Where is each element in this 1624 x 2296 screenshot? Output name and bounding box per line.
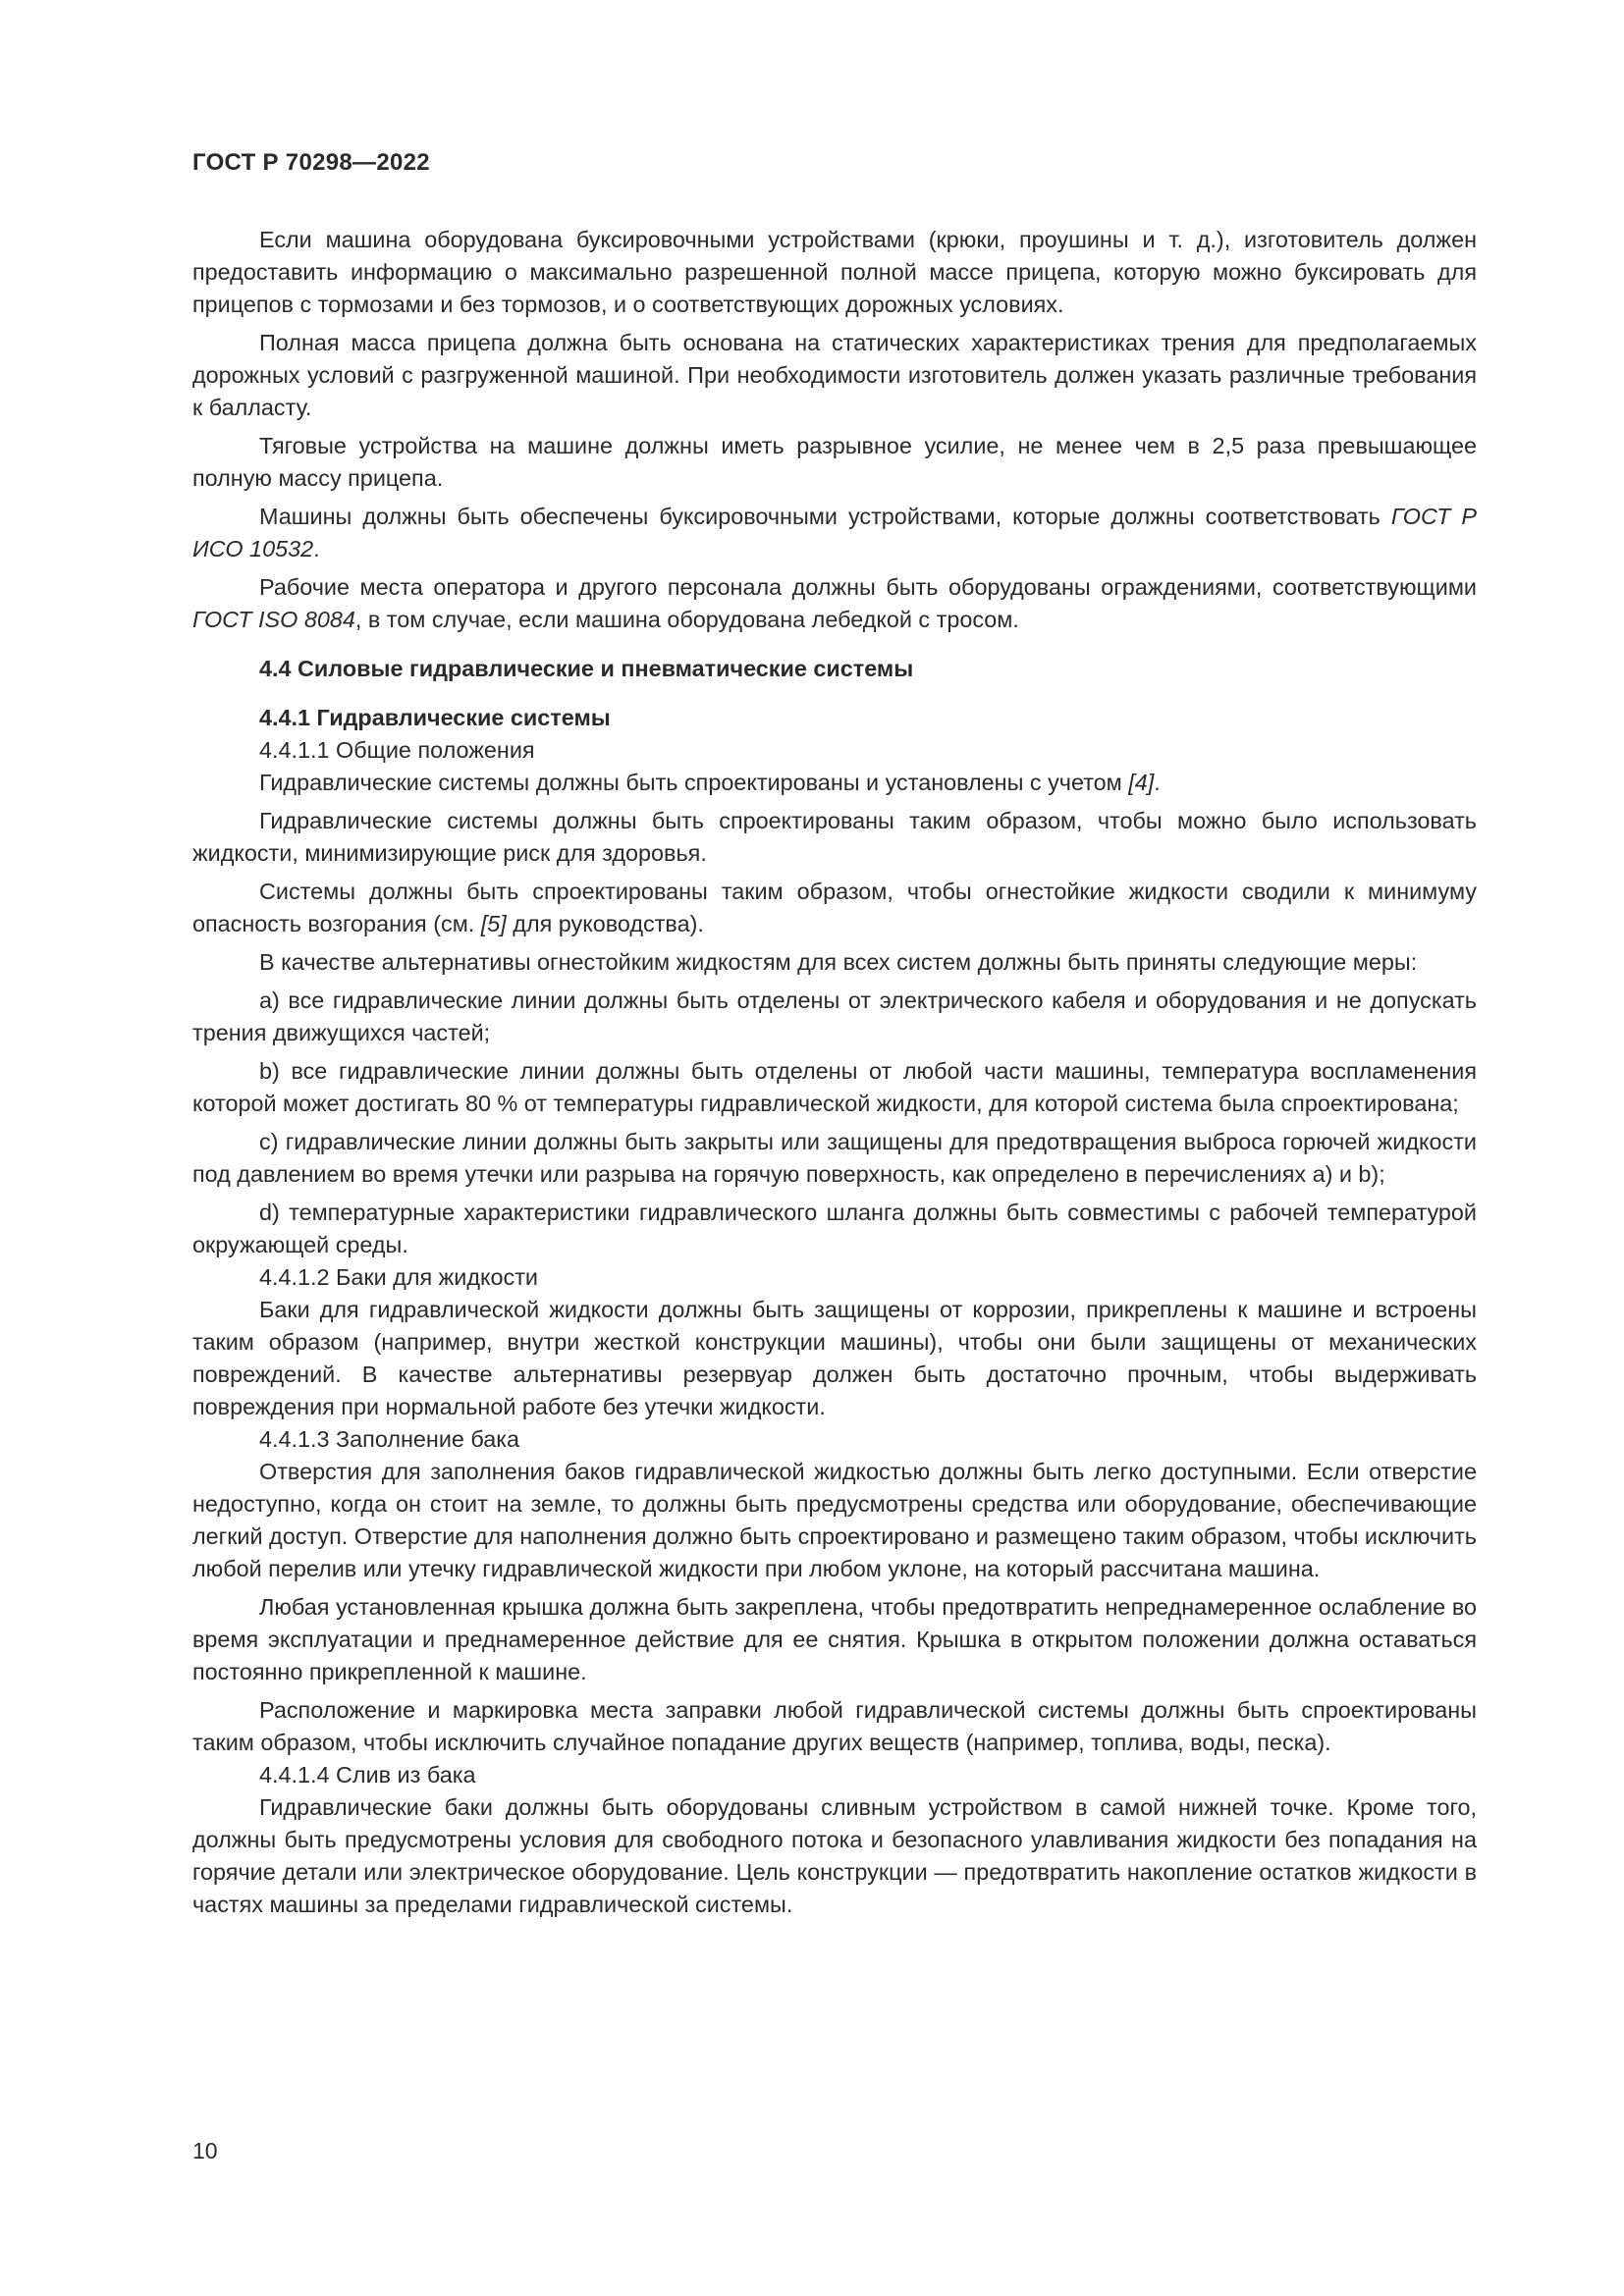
list-item: c) гидравлические линии должны быть закрыты или защищены для предотвращения выброса горючей жидкости под давлением во время утечки или разрыва на горячую поверхность, как определено в перечислениях a) и b); [192, 1129, 1477, 1187]
paragraph: Тяговые устройства на машине должны иметь разрывное усилие, не менее чем в 2,5 раза превышающее полную массу прицепа. [192, 433, 1477, 491]
paragraph-text: Системы должны быть спроектированы таким образом, чтобы огнестойкие жидкости сводили к минимуму опасность возгорания (см. [192, 879, 1477, 936]
paragraph [192, 767, 1477, 799]
list-item: d) температурные характеристики гидравлического шланга должны быть совместимы с рабочей температурой окружающей среды. [192, 1200, 1477, 1257]
paragraph: Баки для гидравлической жидкости должны быть защищены от коррозии, прикреплены к машине и встроены таким образом (например, внутри жесткой конструкции машины), чтобы они были защищены от механических повреждений. В качестве альтернативы резервуар должен быть достаточно прочным, чтобы выдерживать повреждения при нормальной работе без утечки жидкости. [192, 1297, 1477, 1419]
clause-heading: 4.4.1.2 Баки для жидкости [259, 1264, 538, 1290]
bibliography-reference: [5] [480, 911, 507, 936]
paragraph: Расположение и маркировка места заправки любой гидравлической системы должны быть спроектированы таким образом, чтобы исключить случайное попадание других веществ (например, топлива, воды, песка). [192, 1697, 1477, 1755]
paragraph: В качестве альтернативы огнестойким жидкостям для всех систем должны быть приняты следующие меры: [259, 949, 1418, 975]
page-number: 10 [192, 2138, 218, 2163]
paragraph-text: . [1154, 770, 1161, 795]
paragraph [192, 501, 1477, 565]
section-heading: 4.4 Силовые гидравлические и пневматические системы [259, 656, 914, 681]
standard-reference: ГОСТ Р ИСО 10532 [192, 504, 1477, 561]
list-item: b) все гидравлические линии должны быть отделены от любой части машины, температура воспламенения которой может достигать 80 % от температуры гидравлической жидкости, для которой система была спроектирована; [192, 1058, 1477, 1116]
paragraph: Любая установленная крышка должна быть закреплена, чтобы предотвратить непреднамеренное ослабление во время эксплуатации и преднамеренное действие для ее снятия. Крышка в открытом положении должна оставаться постоянно прикрепленной к машине. [192, 1594, 1477, 1684]
paragraph-text: Машины должны быть обеспечены буксировочными устройствами, которые должны соответствовать [259, 504, 1391, 529]
paragraph: Отверстия для заполнения баков гидравлической жидкостью должны быть легко доступными. Если отверстие недоступно, когда он стоит на земле, то должны быть предусмотрены средства или оборудование, обеспечивающие легкий доступ. Отверстие для наполнения должно быть спроектировано и размещено таким образом, чтобы исключить любой перелив или утечку гидравлической жидкости при любом уклоне, на который рассчитана машина. [192, 1459, 1477, 1581]
paragraph-text: для руководства). [506, 911, 704, 936]
standard-reference: ГОСТ ISO 8084 [192, 607, 355, 632]
paragraph [192, 571, 1477, 636]
subsection-heading: 4.4.1 Гидравлические системы [259, 705, 611, 730]
clause-heading: 4.4.1.3 Заполнение бака [259, 1426, 520, 1452]
bibliography-reference: [4] [1128, 770, 1155, 795]
clause-heading: 4.4.1.4 Слив из бака [259, 1762, 476, 1788]
paragraph-text: , в том случае, если машина оборудована лебедкой с тросом. [354, 607, 1019, 632]
document-header: ГОСТ Р 70298—2022 [192, 149, 430, 176]
list-item: a) все гидравлические линии должны быть отделены от электрического кабеля и оборудования и не допускать трения движущихся частей; [192, 988, 1477, 1045]
paragraph: Полная масса прицепа должна быть основана на статических характеристиках трения для предполагаемых дорожных условий с разгруженной машиной. При необходимости изготовитель должен указать различные требования к балласту. [192, 330, 1477, 420]
clause-heading: 4.4.1.1 Общие положения [259, 737, 535, 763]
paragraph: Гидравлические баки должны быть оборудованы сливным устройством в самой нижней точке. Кроме того, должны быть предусмотрены условия для свободного потока и безопасного улавливания жидкости без попадания на горячие детали или электрическое оборудование. Цель конструкции — предотвратить накопление остатков жидкости в частях машины за пределами гидравлической системы. [192, 1794, 1477, 1917]
paragraph-text: . [313, 536, 320, 561]
paragraph-text: Рабочие места оператора и другого персонала должны быть оборудованы ограждениями, соответствующими [259, 574, 1477, 600]
paragraph-text: Гидравлические системы должны быть спроектированы и установлены с учетом [259, 770, 1129, 795]
paragraph [192, 876, 1477, 940]
paragraph: Гидравлические системы должны быть спроектированы таким образом, чтобы можно было использовать жидкости, минимизирующие риск для здоровья. [192, 808, 1477, 866]
paragraph: Если машина оборудована буксировочными устройствами (крюки, проушины и т. д.), изготовитель должен предоставить информацию о максимально разрешенной полной массе прицепа, которую можно буксировать для прицепов с тормозами и без тормозов, и о соответствующих дорожных условиях. [192, 227, 1477, 317]
document-body [192, 224, 1477, 1921]
